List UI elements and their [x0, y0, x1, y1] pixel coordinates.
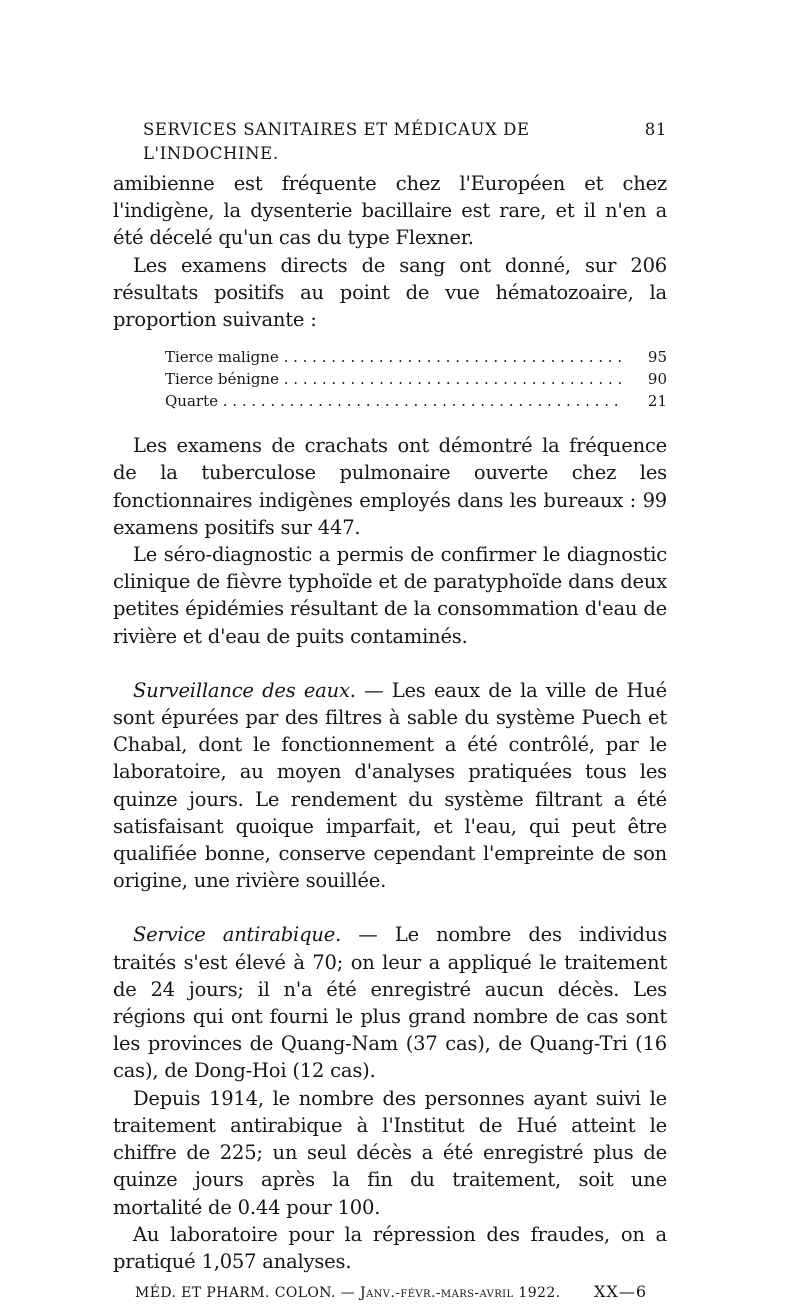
paragraph: amibienne est fréquente chez l'Européen et chez l'indigène, la dysenterie bacillaire est rare, et il n'en a été décelé qu'un cas du type Flexner. [113, 172, 667, 250]
table-row-label: Tierce maligne [165, 348, 279, 367]
paragraph: Le séro-diagnostic a permis de confirmer le diagnostic clinique de fièvre typhoïde et de paratyphoïde dans deux petites épidémies résultant de la consommation d'eau de rivière et d'eau de puits contaminés. [113, 543, 667, 648]
dot-leader [279, 348, 621, 366]
running-header [113, 118, 667, 166]
paragraph: Depuis 1914, le nombre des personnes ayant suivi le traitement antirabique à l'Institut de Hué atteint le chiffre de 225; un seul décès a été enregistré plus de quinze jours après la fin du traitement, soit une mortalité de 0.44 pour 100. [113, 1086, 667, 1219]
table-row-value: 21 [647, 392, 667, 411]
antirabique-paragraph [113, 921, 667, 1084]
page-footer [113, 1281, 667, 1304]
page [113, 118, 667, 1304]
surveillance-paragraph [113, 677, 667, 895]
footer-journal: MÉD. ET PHARM. COLON. — Janv.-févr.-mars-avril 1922. [135, 1285, 561, 1302]
section-spacer [113, 650, 667, 677]
table-row-label: Quarte [165, 392, 218, 411]
table-row [165, 368, 667, 390]
paragraph: Les examens de crachats ont démontré la fréquence de la tuberculose pulmonaire ouverte chez les fonctionnaires indigènes employés dans les bureaux : 99 examens positifs sur 447. [113, 434, 667, 539]
page-number: 81 [644, 120, 667, 139]
malaria-table [113, 346, 667, 412]
dot-leader [218, 392, 621, 410]
antirabique-text: — Le nombre des individus traités s'est élevé à 70; on leur a appliqué le traitement de 24 jours; il n'a été enregistré aucun décès. Les régions qui ont fourni le plus grand nombre de cas sont les provinces de Quang-Nam (37 cas), de Quang-Tri (16 cas), de Dong-Hoi (12 cas). [113, 923, 667, 1083]
table-row [165, 390, 667, 412]
surveillance-text: — Les eaux de la ville de Hué sont épurées par des filtres à sable du système Puech et Chabal, dont le fonctionnement a été contrôlé, par le laboratoire, au moyen d'analyses pratiquées tous les quinze jours. Le rendement du système filtrant a été satisfaisant quoique imparfait, et l'eau, qui peut être qualifiée bonne, conserve cependant l'empreinte de son origine, une rivière souillée. [113, 678, 667, 893]
table-row-value: 95 [647, 348, 667, 367]
table-row-value: 90 [647, 370, 667, 389]
dot-leader [279, 370, 621, 388]
surveillance-heading: Surveillance des eaux. [133, 678, 356, 702]
paragraph: Au laboratoire pour la répression des fraudes, on a pratiqué 1,057 analyses. [113, 1222, 667, 1273]
table-row-label: Tierce bénigne [165, 370, 279, 389]
paragraph: Les examens directs de sang ont donné, sur 206 résultats positifs au point de vue hématozoaire, la proportion suivante : [113, 253, 667, 332]
antirabique-heading: Service antirabique. [133, 923, 342, 947]
section-spacer [113, 894, 667, 921]
running-header-title: SERVICES SANITAIRES ET MÉDICAUX DE L'INDOCHINE. [143, 120, 530, 163]
table-row [165, 346, 667, 368]
footer-signature: XX—6 [594, 1282, 647, 1302]
